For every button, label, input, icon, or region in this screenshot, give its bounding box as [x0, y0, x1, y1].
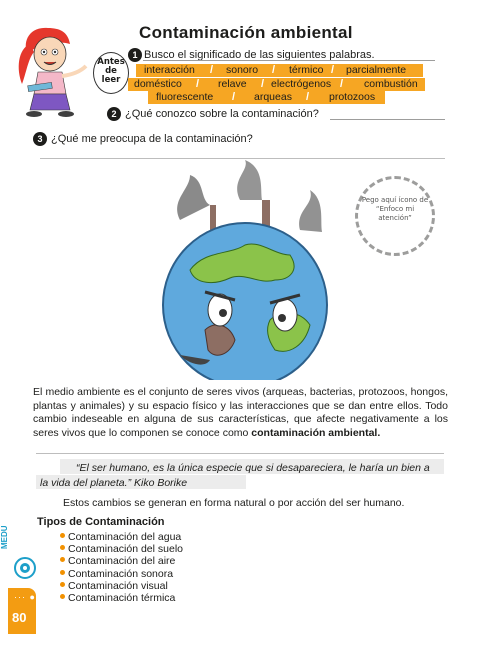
question-3-number: 3: [33, 132, 47, 146]
word-combustion: combustión: [364, 78, 418, 90]
bullet-icon: [60, 545, 65, 550]
question-2-number: 2: [107, 107, 121, 121]
brand-label: MEDU: [0, 525, 9, 549]
list-item: Contaminación del aire: [60, 555, 183, 567]
sticker-placeholder-text: Pego aquí ícono de “Enfoco mi atención”: [361, 196, 429, 222]
intro-paragraph: El medio ambiente es el conjunto de seres vivos (arqueas, bacterias, protozoos, hongos, plantas y animales) y su espacio físico y las interacciones que se dan entre ellos. Todo cambio indeseable en alguna de sus características, que afecte negativamente a los seres vivos que lo componen se conoce como contaminación ambiental.: [33, 386, 448, 439]
page-dots: ··· ●: [14, 592, 36, 602]
word-termico: térmico: [289, 64, 324, 76]
question-2-text: ¿Qué conozco sobre la contaminación?: [125, 108, 319, 120]
word-relave: relave: [218, 78, 247, 90]
bullet-icon: [60, 570, 65, 575]
word-arqueas: arqueas: [254, 91, 292, 103]
word-interaccion: interacción: [144, 64, 195, 76]
antes-de-leer-badge: Antes de leer: [93, 52, 129, 94]
eye-logo-icon: [14, 557, 36, 579]
quote-top-rule: [36, 453, 444, 454]
word-row-3: fluorescente / arqueas / protozoos: [148, 91, 385, 104]
word-protozoos: protozoos: [329, 91, 376, 103]
question-1-number: 1: [128, 48, 142, 62]
word-row-2: doméstico / relave / electrógenos / combustión: [128, 78, 425, 91]
polluted-earth-illustration: [150, 160, 340, 380]
page-number: 80: [12, 610, 27, 625]
word-domestico: doméstico: [134, 78, 182, 90]
list-item: Contaminación del suelo: [60, 543, 183, 555]
girl-reading-illustration: [8, 14, 103, 120]
types-title: Tipos de Contaminación: [37, 516, 165, 528]
list-item: Contaminación visual: [60, 580, 183, 592]
word-electrogenos: electrógenos: [271, 78, 332, 90]
word-row-1: interacción / sonoro / térmico / parcialmente: [136, 64, 423, 77]
list-item: Contaminación del agua: [60, 531, 183, 543]
question-1-underline: [143, 60, 435, 61]
word-sonoro: sonoro: [226, 64, 259, 76]
word-fluorescente: fluorescente: [156, 91, 214, 103]
list-item: Contaminación térmica: [60, 592, 183, 604]
question-3-answer-line[interactable]: [40, 158, 445, 159]
page-title: Contaminación ambiental: [139, 23, 353, 42]
bullet-icon: [60, 557, 65, 562]
question-2-answer-line[interactable]: [330, 119, 445, 120]
question-3-text: ¿Qué me preocupa de la contaminación?: [51, 133, 253, 145]
quote-text: “El ser humano, es la única especie que si desapareciera, le haría un bien a la vida del planeta.” Kiko Borike: [40, 462, 430, 489]
question-1-text: Busco el significado de las siguientes palabras.: [144, 49, 375, 61]
word-parcialmente: parcialmente: [346, 64, 407, 76]
bullet-icon: [60, 533, 65, 538]
changes-text: Estos cambios se generan en forma natural o por acción del ser humano.: [63, 497, 405, 509]
types-list: [60, 531, 183, 604]
list-item: Contaminación sonora: [60, 568, 183, 580]
bullet-icon: [60, 582, 65, 587]
bullet-icon: [60, 594, 65, 599]
